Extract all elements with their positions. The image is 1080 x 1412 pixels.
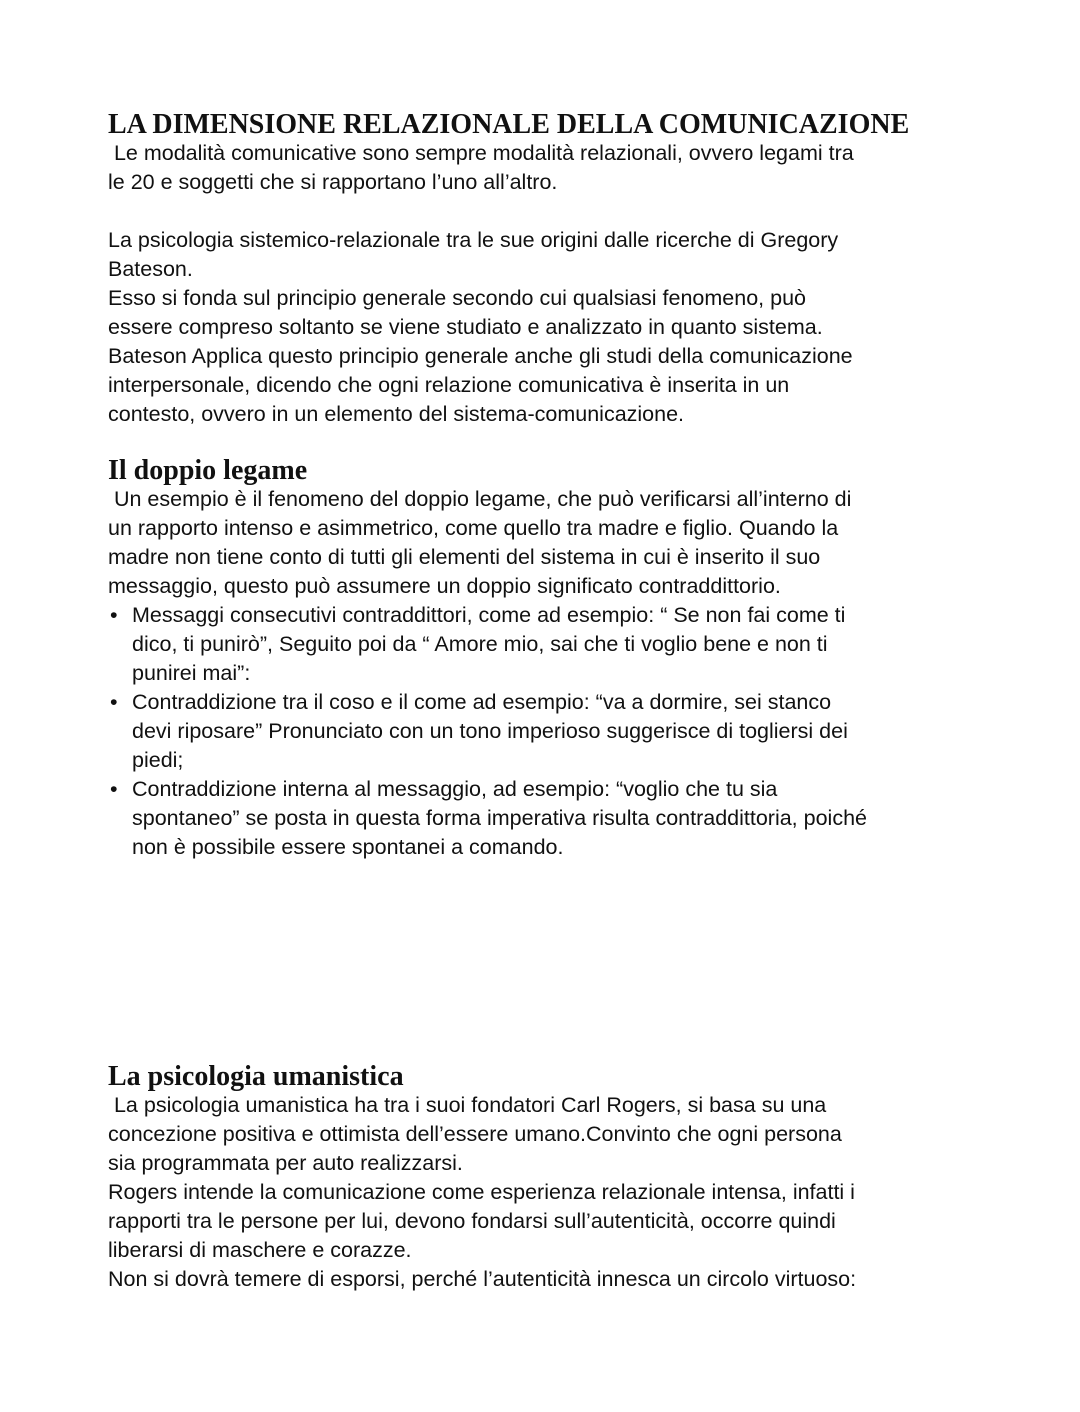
bullet-icon: • [110,690,118,714]
text-line: liberarsi di maschere e corazze. [108,1238,412,1262]
text-line: punirei mai”: [132,661,251,685]
text-line: Messaggi consecutivi contraddittori, come ad esempio: “ Se non fai come ti [132,603,846,627]
text-line: madre non tiene conto di tutti gli elementi del sistema in cui è inserito il suo [108,545,821,569]
text-line: Bateson. [108,257,193,281]
text-line: La psicologia umanistica ha tra i suoi fondatori Carl Rogers, si basa su una [108,1093,827,1117]
text-line: sia programmata per auto realizzarsi. [108,1151,463,1175]
text-line: devi riposare” Pronunciato con un tono imperioso suggerisce di togliersi dei [132,719,848,743]
heading-humanistic-psychology: La psicologia umanistica [108,1061,404,1092]
paragraph-humanistic-psychology [108,1091,988,1294]
text-line: contesto, ovvero in un elemento del sistema-comunicazione. [108,402,685,426]
text-line: un rapporto intenso e asimmetrico, come quello tra madre e figlio. Quando la [108,516,839,540]
heading-double-bind: Il doppio legame [108,455,308,486]
text-line: Esso si fonda sul principio generale secondo cui qualsiasi fenomeno, può [108,286,806,310]
paragraph-systemic-psychology [108,226,988,429]
text-line: rapporti tra le persone per lui, devono fondarsi sull’autenticità, occorre quindi [108,1209,836,1233]
text-line: dico, ti punirò”, Seguito poi da “ Amore mio, sai che ti voglio bene e non ti [132,632,828,656]
list-item [108,775,988,862]
paragraph-relational-modes [108,139,988,197]
text-line: concezione positiva e ottimista dell’essere umano.Convinto che ogni persona [108,1122,842,1146]
text-line: Contraddizione interna al messaggio, ad esempio: “voglio che tu sia [132,777,778,801]
text-line: Non si dovrà temere di esporsi, perché l’autenticità innesca un circolo virtuoso: [108,1267,857,1291]
section-relational-dimension [108,108,988,197]
text-line: essere compreso soltanto se viene studiato e analizzato in quanto sistema. [108,315,823,339]
list-item [108,688,988,775]
text-line: La psicologia sistemico-relazionale tra le sue origini dalle ricerche di Gregory [108,228,839,252]
text-line: Un esempio è il fenomeno del doppio legame, che può verificarsi all’interno di [108,487,852,511]
section-double-bind [108,454,988,862]
bullet-icon: • [110,777,118,801]
heading-relational-dimension: LA DIMENSIONE RELAZIONALE DELLA COMUNICAZIONE [108,109,910,140]
list-item [108,601,988,688]
text-line: spontaneo” se posta in questa forma imperativa risulta contraddittoria, poiché [132,806,867,830]
text-line: Contraddizione tra il coso e il come ad esempio: “va a dormire, sei stanco [132,690,832,714]
section-humanistic-psychology [108,1060,988,1294]
text-line: piedi; [132,748,184,772]
text-line: le 20 e soggetti che si rapportano l’uno all’altro. [108,170,558,194]
bullet-icon: • [110,603,118,627]
bullet-list [108,601,988,862]
text-line: Bateson Applica questo principio generale anche gli studi della comunicazione [108,344,853,368]
text-line: interpersonale, dicendo che ogni relazione comunicativa è inserita in un [108,373,790,397]
text-line: Rogers intende la comunicazione come esperienza relazionale intensa, infatti i [108,1180,855,1204]
text-line: messaggio, questo può assumere un doppio significato contraddittorio. [108,574,781,598]
paragraph-double-bind [108,485,988,601]
text-line: non è possibile essere spontanei a comando. [132,835,564,859]
text-line: Le modalità comunicative sono sempre modalità relazionali, ovvero legami tra [108,141,854,165]
